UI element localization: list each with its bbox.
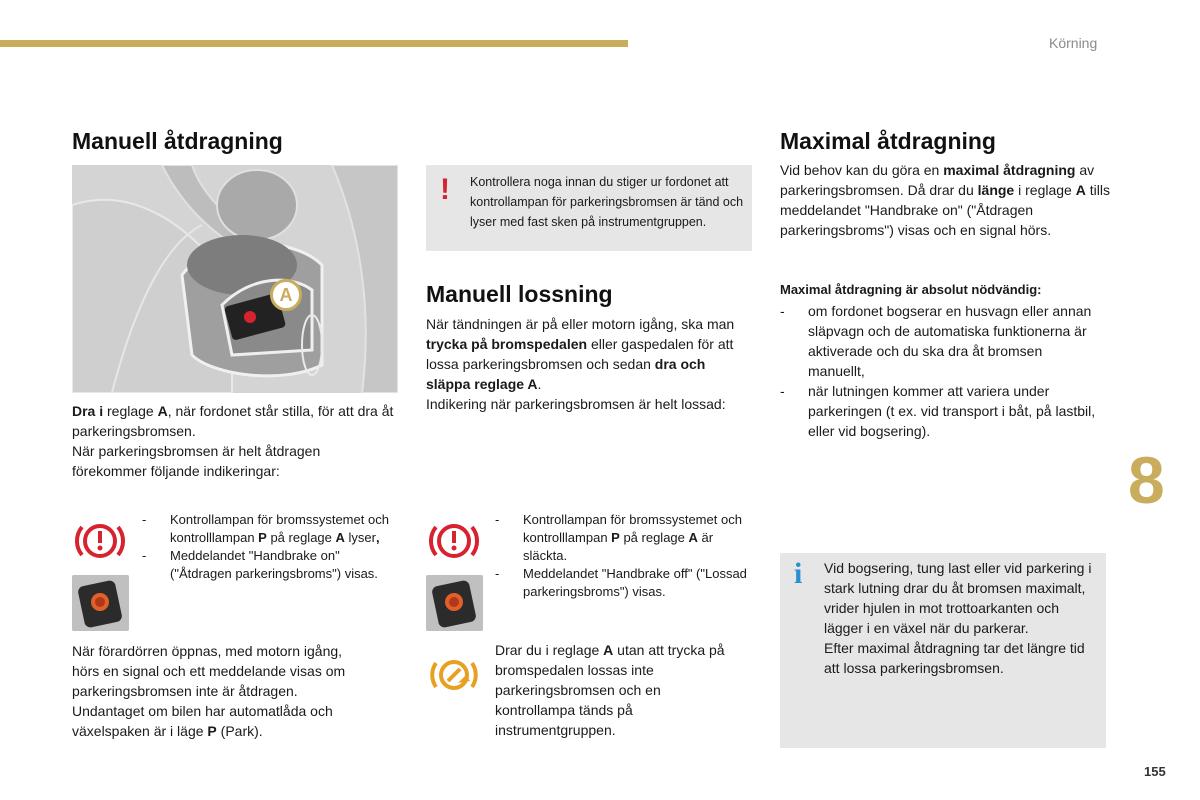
- list-item: - Meddelandet "Handbrake on" ("Åtdragen parkeringsbroms") visas.: [142, 547, 400, 583]
- callout-A: A: [270, 279, 302, 311]
- info-text: Vid bogsering, tung last eller vid parkering i stark lutning drar du åt bromsen maximalt, vrider hjulen in mot trottoarkanten och lägger i en växel när du parkerar. Efter maximal åtdragning tar det längre tid att lossa parkeringsbromsen.: [824, 560, 1092, 676]
- warning-text: Kontrollera noga innan du stiger ur fordonet att kontrollampan för parkeringsbromsen är tänd och lyser med fast sken på instrumentgruppen.: [470, 175, 744, 229]
- parking-brake-fault-icon: [426, 647, 482, 703]
- list-item: - när lutningen kommer att variera under parkeringen (t ex. vid transport i båt, på lastbil, eller vid bogsering).: [780, 381, 1100, 441]
- col1-indicator-list: [142, 511, 400, 583]
- section-label: Körning: [1049, 35, 1098, 51]
- warning-icon: !: [440, 173, 450, 206]
- col2-body-text: När tändningen är på eller motorn igång, ska man trycka på bromspedalen eller gaspedalen för att lossa parkeringsbromsen och sedan dra och släppa reglage A. Indikering när parkeringsbromsen är helt lossad:: [426, 316, 735, 412]
- col1-footer-text: När förardörren öppnas, med motorn igång, hörs en signal och ett meddelande visas om parkeringsbromsen inte är åtdragen. Undantaget om bilen har automatlåda och växelspaken är i läge P (Park).: [72, 643, 346, 739]
- list-item: - Kontrollampan för bromssystemet och kontrolllampan P på reglage A lyser,: [142, 511, 400, 547]
- warning-box: [426, 165, 752, 251]
- parking-brake-switch-photo: [426, 575, 483, 631]
- brake-warning-icon: [426, 513, 482, 569]
- title-maximal-apply: Maximal åtdragning: [780, 128, 996, 154]
- list-item: - om fordonet bogserar en husvagn eller annan släpvagn och de automatiska funktionerna är aktiverade och du ska dra åt bromsen manuellt,: [780, 301, 1100, 381]
- col3-subheading: Maximal åtdragning är absolut nödvändig:: [780, 282, 1042, 297]
- info-box: [780, 553, 1106, 748]
- list-item: - Kontrollampan för bromssystemet och kontrolllampan P på reglage A är släckta.: [495, 511, 757, 565]
- list-item: - Meddelandet "Handbrake off" ("Lossad parkeringsbroms") visas.: [495, 565, 757, 601]
- title-manual-release: Manuell lossning: [426, 281, 613, 307]
- parking-brake-illustration: [72, 165, 398, 393]
- chapter-number: 8: [1128, 443, 1165, 517]
- console-illustration-icon: [72, 165, 398, 393]
- col2-footer-text: Drar du i reglage A utan att trycka på bromspedalen lossas inte parkeringsbromsen och en kontrollampa tänds på instrumentgruppen.: [495, 642, 725, 738]
- info-icon: i: [794, 557, 803, 590]
- col3-body-text: Vid behov kan du göra en maximal åtdragning av parkeringsbromsen. Då drar du länge i reglage A tills meddelandet "Handbrake on" ("Åtdragen parkeringsbroms") visas och en signal hörs.: [780, 162, 1110, 238]
- page-number: 155: [1144, 764, 1166, 779]
- col2-indicator-list: [495, 511, 757, 601]
- parking-brake-switch-photo: [72, 575, 129, 631]
- col3-bullet-list: [780, 301, 1100, 441]
- brake-warning-icon: [72, 513, 128, 569]
- title-manual-apply: Manuell åtdragning: [72, 128, 283, 154]
- header-accent-bar: [0, 40, 628, 47]
- col1-caption: Dra i reglage A, när fordonet står stilla, för att dra åt parkeringsbromsen. När parkeringsbromsen är helt åtdragen förekommer följande indikeringar:: [72, 403, 394, 479]
